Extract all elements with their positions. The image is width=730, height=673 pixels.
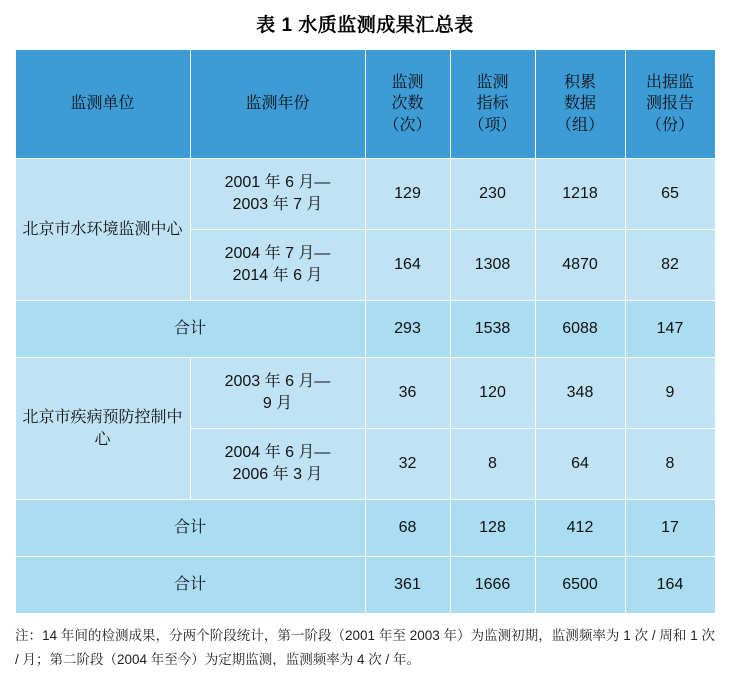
column-header-indicators-line-1: 监测 bbox=[476, 73, 509, 91]
cell-subtotal-label-2: 合计 bbox=[15, 500, 365, 557]
cell-period-2-line-1: 2004 年 7 月— bbox=[224, 245, 331, 263]
cell-indicators-1: 230 bbox=[450, 159, 535, 230]
cell-unit-2: 北京市疾病预防控制中心 bbox=[15, 358, 190, 500]
column-header-unit-line-1: 监测单位 bbox=[70, 95, 135, 113]
page-title: 表 1 水质监测成果汇总表 bbox=[256, 15, 474, 36]
table-header bbox=[15, 50, 715, 159]
cell-data-4: 64 bbox=[535, 429, 625, 500]
cell-subtotal-reports-1: 147 bbox=[625, 301, 715, 358]
cell-data-2: 4870 bbox=[535, 230, 625, 301]
cell-period-4-line-1: 2004 年 6 月— bbox=[224, 444, 331, 462]
cell-subtotal-data-2: 412 bbox=[535, 500, 625, 557]
cell-period-4-line-2: 2006 年 3 月 bbox=[232, 466, 323, 483]
table-row-subtotal bbox=[15, 301, 715, 358]
cell-reports-1: 65 bbox=[625, 159, 715, 230]
cell-grand-total-data: 6500 bbox=[535, 557, 625, 614]
cell-count-2: 164 bbox=[365, 230, 450, 301]
column-header-year bbox=[190, 50, 365, 159]
cell-count-1: 129 bbox=[365, 159, 450, 230]
column-header-data bbox=[535, 50, 625, 159]
cell-subtotal-count-1: 293 bbox=[365, 301, 450, 358]
column-header-year-line-1: 监测年份 bbox=[245, 95, 310, 113]
cell-data-1: 1218 bbox=[535, 159, 625, 230]
cell-reports-4: 8 bbox=[625, 429, 715, 500]
cell-count-4: 32 bbox=[365, 429, 450, 500]
cell-period-1-line-1: 2001 年 6 月— bbox=[224, 174, 331, 192]
cell-subtotal-indicators-2: 128 bbox=[450, 500, 535, 557]
cell-grand-total-label: 合计 bbox=[15, 557, 365, 614]
cell-period-3 bbox=[190, 358, 365, 429]
water-quality-summary-table bbox=[15, 49, 716, 614]
table-row bbox=[15, 358, 715, 429]
cell-reports-2: 82 bbox=[625, 230, 715, 301]
cell-indicators-4: 8 bbox=[450, 429, 535, 500]
cell-unit-1: 北京市水环境监测中心 bbox=[15, 159, 190, 301]
cell-subtotal-label-1: 合计 bbox=[15, 301, 365, 358]
column-header-indicators-line-3: （项） bbox=[468, 116, 517, 134]
cell-subtotal-data-1: 6088 bbox=[535, 301, 625, 358]
column-header-data-line-1: 积累 bbox=[563, 73, 596, 91]
column-header-indicators bbox=[450, 50, 535, 159]
cell-grand-total-count: 361 bbox=[365, 557, 450, 614]
cell-indicators-3: 120 bbox=[450, 358, 535, 429]
column-header-reports-line-2: 测报告 bbox=[645, 95, 694, 113]
cell-reports-3: 9 bbox=[625, 358, 715, 429]
column-header-count-line-1: 监测 bbox=[391, 73, 424, 91]
table-row-subtotal bbox=[15, 500, 715, 557]
cell-data-3: 348 bbox=[535, 358, 625, 429]
cell-period-1-line-2: 2003 年 7 月 bbox=[232, 196, 323, 213]
table-body bbox=[15, 159, 715, 614]
table-note: 注：14 年间的检测成果，分两个阶段统计，第一阶段（2001 年至 2003 年）为监测初期，监测频率为 1 次 / 周和 1 次 / 月；第二阶段（2004 年至今）为定期监测，监测频率为 4 次 / 年。 bbox=[15, 628, 715, 668]
cell-subtotal-indicators-1: 1538 bbox=[450, 301, 535, 358]
table-row-grand-total bbox=[15, 557, 715, 614]
column-header-data-line-2: 数据 bbox=[563, 95, 596, 113]
column-header-reports-line-1: 出据监 bbox=[645, 73, 694, 91]
cell-period-2 bbox=[190, 230, 365, 301]
cell-period-4 bbox=[190, 429, 365, 500]
cell-grand-total-indicators: 1666 bbox=[450, 557, 535, 614]
cell-indicators-2: 1308 bbox=[450, 230, 535, 301]
cell-period-3-line-2: 9 月 bbox=[262, 395, 293, 412]
table-header-row bbox=[15, 50, 715, 159]
cell-subtotal-count-2: 68 bbox=[365, 500, 450, 557]
cell-period-2-line-2: 2014 年 6 月 bbox=[232, 267, 323, 284]
column-header-unit bbox=[15, 50, 190, 159]
cell-grand-total-reports: 164 bbox=[625, 557, 715, 614]
column-header-data-line-3: （组） bbox=[555, 116, 604, 134]
column-header-reports-line-3: （份） bbox=[645, 116, 694, 134]
cell-period-1 bbox=[190, 159, 365, 230]
cell-count-3: 36 bbox=[365, 358, 450, 429]
column-header-count-line-3: （次） bbox=[383, 116, 432, 134]
table-row bbox=[15, 159, 715, 230]
column-header-indicators-line-2: 指标 bbox=[476, 95, 509, 113]
cell-period-3-line-1: 2003 年 6 月— bbox=[224, 373, 331, 391]
column-header-reports bbox=[625, 50, 715, 159]
cell-subtotal-reports-2: 17 bbox=[625, 500, 715, 557]
column-header-count bbox=[365, 50, 450, 159]
column-header-count-line-2: 次数 bbox=[391, 95, 424, 113]
